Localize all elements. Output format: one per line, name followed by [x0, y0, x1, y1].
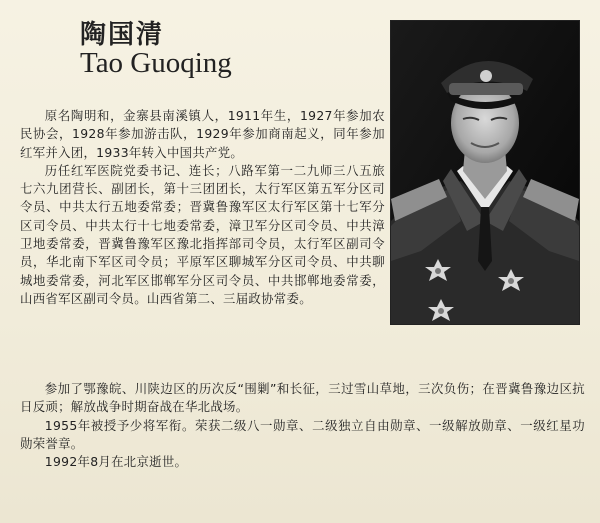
portrait-photo — [390, 20, 580, 325]
person-name-chinese: 陶国清 — [80, 20, 165, 50]
biography-paragraph-positions: 历任红军医院党委书记、连长；八路军第一二九师三八五旅七六九团营长、副团长，第十三团团长，太行军区第五军分区司令员、中共太行五地委常委；晋冀鲁豫军区太行军区第十七军分区司令员、中共太行十七地委常委，漳卫军分区司令员、中共漳卫地委常委，晋冀鲁豫军区豫北指挥部司令员，太行军区副司令员，华北南下军区司令员；平原军区聊城军分区司令员、中共聊城地委常委，河北军区邯郸军分区司令员、中共邯郸地委常委，山西省军区副司令员。山西省第二、三届政协常委。 — [20, 162, 385, 306]
person-name-english: Tao Guoqing — [80, 47, 232, 79]
biography-column — [20, 107, 385, 308]
biography-paragraph-campaigns: 参加了鄂豫皖、川陕边区的历次反“围剿”和长征，三过雪山草地，三次负伤；在晋冀鲁豫边区抗日反顽；解放战争时期奋战在华北战场。 — [20, 381, 585, 415]
biography-paragraph-origin: 原名陶明和，金寨县南溪镇人，1911年生，1927年参加农民协会，1928年参加游击队，1929年参加商南起义，同年参加红军并入团，1933年转入中国共产党。 — [20, 108, 385, 160]
biography-paragraph-death: 1992年8月在北京逝世。 — [44, 454, 188, 470]
biography-paragraph-honors: 1955年被授予少将军衔。荣获二级八一勋章、二级独立自由勋章、一级解放勋章、一级红星功勋荣誉章。 — [20, 417, 585, 451]
biography-wide — [20, 380, 585, 471]
